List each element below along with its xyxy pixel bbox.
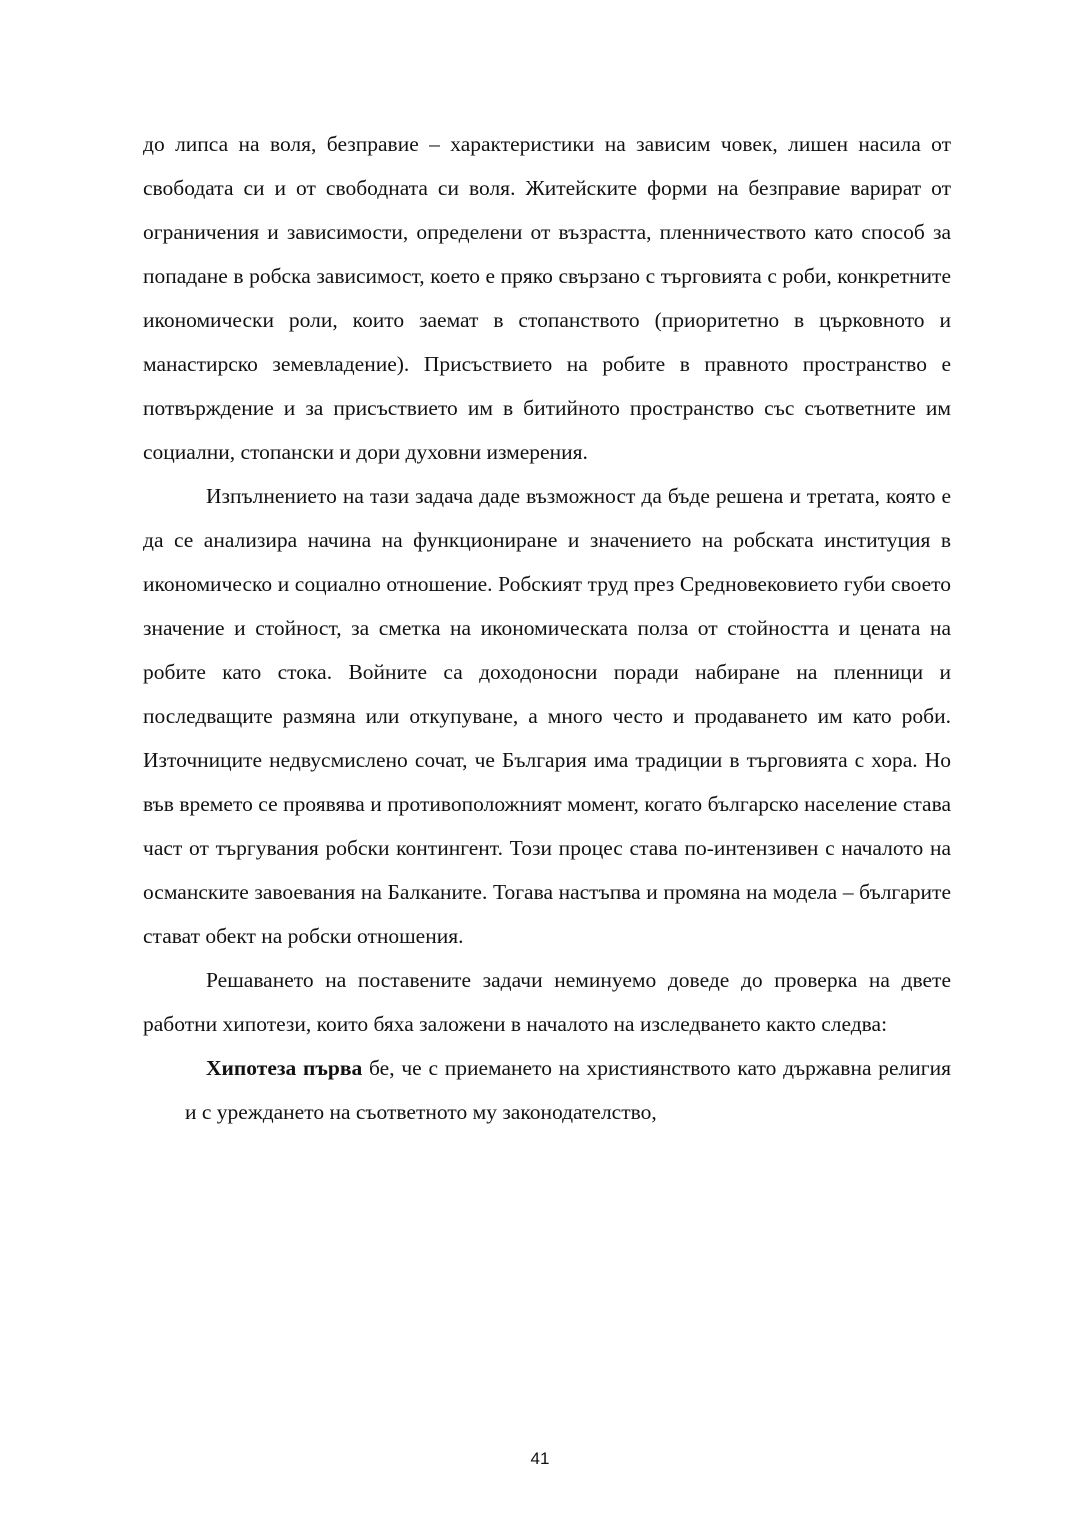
hypothesis-first — [143, 1046, 951, 1134]
document-body — [143, 122, 951, 1134]
page-number: 41 — [530, 1449, 550, 1468]
paragraph-hypotheses-intro: Решаването на поставените задачи неминуемо доведе до проверка на двете работни хипотези, които бяха заложени в началото на изследването както следва: — [143, 968, 951, 1036]
paragraph-continuation: до липса на воля, безправие – характеристики на зависим човек, лишен насила от свободата си и от свободната си воля. Житейските форми на безправие варират от ограничения и зависимости, определени от възрастта, пленничеството като способ за попадане в робска зависимост, което е пряко свързано с търговията с роби, конкретните икономически роли, които заемат в стопанството (приоритетно в църковното и манастирско земевладение). Присъствието на робите в правното пространство е потвърждение и за присъствието им в битийното пространство със съответните им социални, стопански и дори духовни измерения. — [143, 132, 951, 464]
paragraph-third-task: Изпълнението на тази задача даде възможност да бъде решена и третата, която е да се анализира начина на функциониране и значението на робската институция в икономическо и социално отношение. Робският труд през Средновековието губи своето значение и стойност, за сметка на икономическата полза от стойността и цената на робите като стока. Войните са доходоносни поради набиране на пленници и последващите размяна или откупуване, а много често и продаването им като роби. Източниците недвусмислено сочат, че България има традиции в търговията с хора. Но във времето се проявява и противоположният момент, когато българско население става част от търгувания робски контингент. Този процес става по-интензивен с началото на османските завоевания на Балканите. Тогава настъпва и промяна на модела – българите стават обект на робски отношения. — [143, 484, 951, 948]
hypothesis-label: Хипотеза първа — [206, 1056, 363, 1080]
hypothesis-text: бе, че с приемането на християнството като държавна религия и с уреждането на съответното му законодателство, — [185, 1056, 951, 1124]
